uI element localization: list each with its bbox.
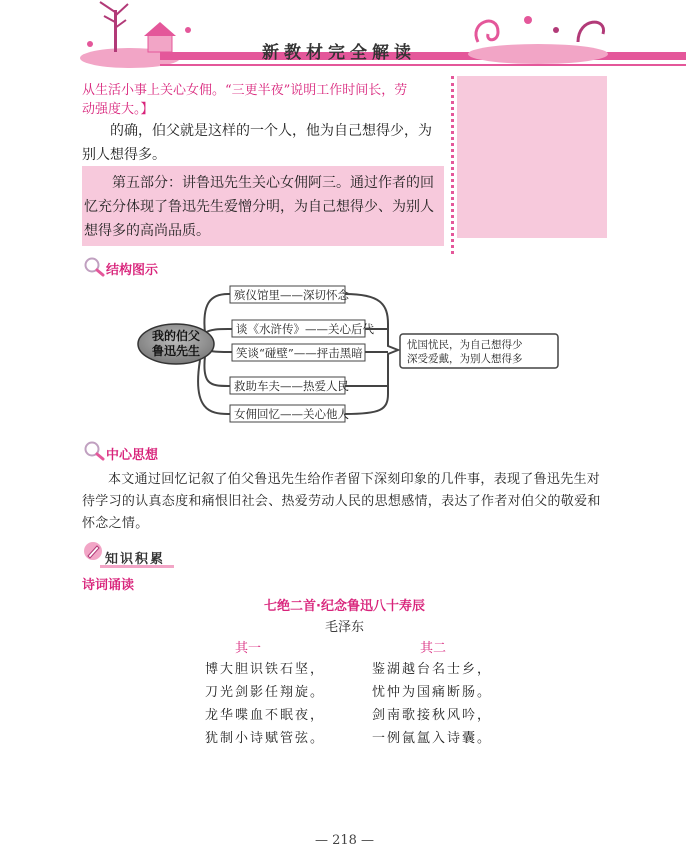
theme-text: 本文通过回忆记叙了伯父鲁迅先生给作者留下深刻印象的几件事，表现了鲁迅先生对待学习的认真态度和痛恨旧社会、热爱劳动人民的思想感情，表达了作者对伯父的敬爱和怀念之情。 [82,472,601,531]
poem-1-line-2: 刀光剑影任翔旋。 [205,685,326,700]
poem-1-line-1: 博大胆识铁石坚， [205,662,326,677]
page-number: — 218 — [314,833,375,848]
center-node-line-1: 我的伯父 [151,329,201,343]
note-line-1: 从生活小事上关心女佣。“三更半夜”说明工作时间长，劳 [82,83,408,98]
poem-2-head: 其二 [420,641,447,656]
poem-1-line-4: 犹制小诗赋管弦。 [205,731,326,746]
poem-1-head: 其一 [235,641,262,656]
poem-2-line-3: 剑南歌接秋风吟， [372,708,493,723]
poem-2-line-2: 忧忡为国痛断肠。 [372,685,493,700]
item-4: 救助车夫——热爱人民 [234,379,349,393]
note-line-2: 动强度大。】 [82,102,154,117]
poem-author: 毛泽东 [324,620,364,635]
dotted-divider [451,76,454,254]
magnifier-icon [83,440,105,462]
magnifier-icon [83,256,105,278]
item-5: 女佣回忆——关心他人 [234,407,349,421]
poem-2-line-4: 一例氤氲入诗囊。 [372,731,493,746]
poetry-section-heading: 诗词诵读 [82,578,135,593]
item-3: 笑谈“碰壁”——抨击黑暗 [236,346,363,360]
center-node-line-2: 鲁迅先生 [151,344,201,358]
pencil-icon [82,540,104,562]
header-title: 新教材完全解读 [262,43,416,63]
knowledge-heading: 知识积累 [105,552,166,567]
summary-node-line-1: 忧国忧民，为自己想得少 [407,339,523,351]
poem-title: 七绝二首·纪念鲁迅八十寿辰 [264,599,425,614]
summary-text: 第五部分：讲鲁迅先生关心女佣阿三。通过作者的回忆充分体现了鲁迅先生爱憎分明，为自己想得少、为别人想得多的高尚品质。 [84,175,434,239]
item-2: 谈《水浒传》——关心后代 [236,322,374,336]
summary-node-line-2: 深受爱戴，为别人想得多 [407,353,523,365]
page-header [0,0,689,80]
swirl-decoration [458,2,618,66]
theme-heading: 中心思想 [106,448,159,463]
paragraph: 的确，伯父就是这样的一个人，他为自己想得少，为别人想得多。 [82,123,432,163]
side-column [457,76,607,238]
poem-2-line-1: 鉴湖越台名士乡， [372,662,493,677]
poem-1-line-3: 龙华喋血不眠夜， [205,708,326,723]
structure-diagram [130,284,560,424]
structure-heading: 结构图示 [106,263,159,278]
item-1: 殡仪馆里——深切怀念 [234,288,349,302]
